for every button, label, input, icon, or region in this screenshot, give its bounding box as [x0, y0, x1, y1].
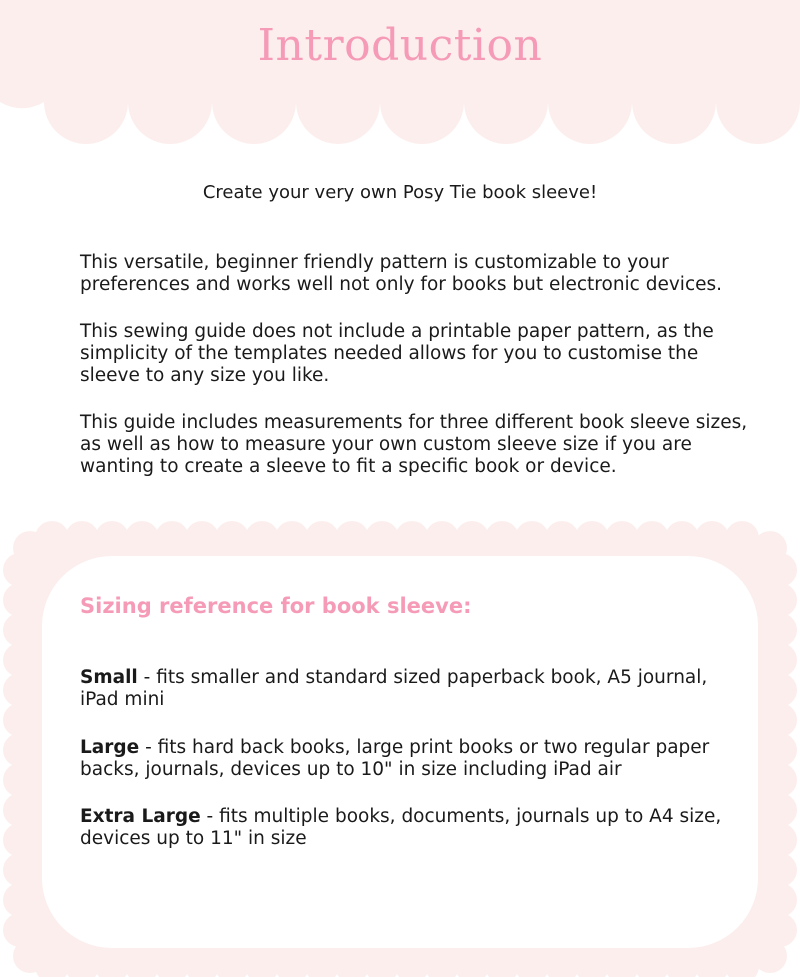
size-name: Small [80, 667, 138, 688]
size-entry-extra-large [80, 806, 740, 850]
size-description: fits smaller and standard sized paperback book, A5 journal, iPad mini [80, 667, 708, 710]
size-name: Extra Large [80, 806, 201, 827]
size-separator: - [200, 806, 220, 827]
size-entry-large [80, 737, 740, 781]
size-description: fits multiple books, documents, journals up to A4 size, devices up to 11" in size [80, 806, 722, 849]
intro-tagline: Create your very own Posy Tie book sleeve! [202, 182, 598, 203]
intro-paragraph-no-pattern: This sewing guide does not include a printable paper pattern, as the simplicity of the templates needed allows for you to customise the sleeve to any size you like. [80, 321, 714, 386]
page-title: Introduction [257, 20, 543, 71]
size-entry-small [80, 667, 740, 711]
size-separator: - [137, 667, 157, 688]
sizing-title: Sizing reference for book sleeve: [80, 594, 472, 618]
intro-paragraph-versatile: This versatile, beginner friendly pattern is customizable to your preferences and works well not only for books but electronic devices. [80, 252, 723, 295]
intro-paragraph-measurements: This guide includes measurements for three different book sleeve sizes, as well as how to measure your own custom sleeve size if you are wanting to create a sleeve to fit a specific book or device. [80, 412, 748, 477]
size-name: Large [80, 737, 140, 758]
size-description: fits hard back books, large print books or two regular paper backs, journals, devices up to 10" in size including iPad air [80, 737, 710, 780]
size-separator: - [139, 737, 158, 758]
